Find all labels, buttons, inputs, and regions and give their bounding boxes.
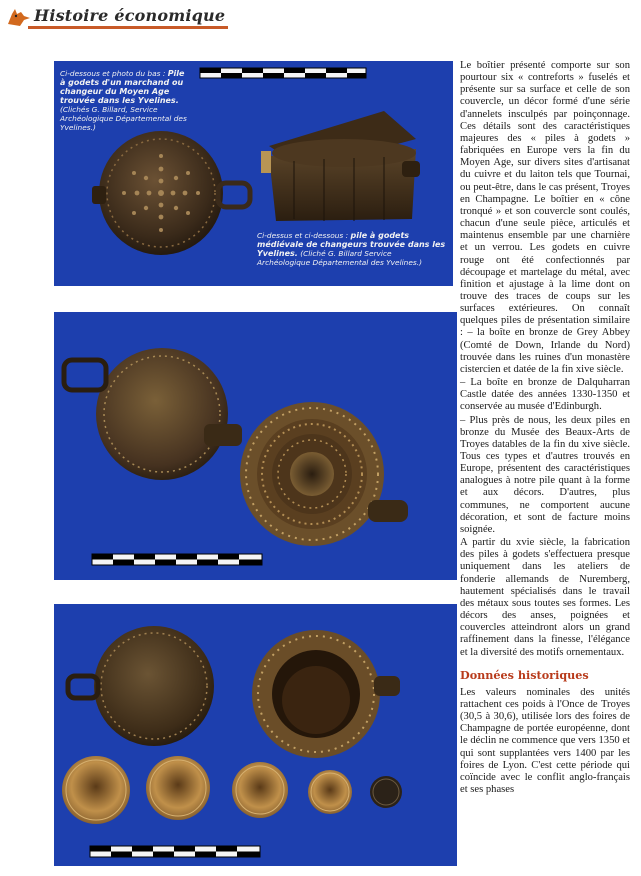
page-header (6, 4, 246, 30)
article-paragraph: Le boîtier présenté comporte sur son pourtour six « contreforts » fuselés et présente sur sa surface et celle de son couvercle, un décor formé d'une série d'annelets insculpés par poinçonnage. Ces détails sont des caractéristiques majeures des « piles à godets » fabriquées en Europe vers la fin du Moyen Age, sur divers sites d'artisanat du cuivre et du laiton tels que Tournai, ou peut-être, dans le cas présent, Troyes en Champagne. Le boîtier en « cône tronqué » et son couvercle sont coulés, chacun d'une seule pièce, articulés et maintenus ensemble par une charnière et un verrou. Les godets en cuivre rouge ont été confectionnés par découpage et martelage du métal, avec finition et ajustage à la lime dont on trouve des traces de coups sur les surfaces extérieures. On connaît quelques piles de présentation similaire : – la boîte en bronze de Grey Abbey (Comté de Down, Irlande du Nord) trouvée dans les ruines d'un monastère cistercien et datée de la fin xive siècle. (460, 60, 630, 375)
photo-artwork (54, 604, 457, 866)
section-title: Histoire économique (34, 6, 226, 25)
article-column (460, 60, 630, 797)
article-paragraph: A partir du xvie siècle, la fabrication des piles à godets s'effectuera presque uniquement dans les ateliers de fonderie allemands de Nuremberg, hautement spécialisés dans le travail des métaux sous toutes ses formes. Les décors des anses, poignées et couvercles atteindront alors un grand raffinement dans la finesse, l'élégance et la diversité des motifs ornementaux. (460, 537, 630, 658)
scale-bar (200, 68, 366, 78)
caption-left (60, 69, 192, 132)
caption-left-title: Pile à godets d'un marchand ou changeur du Moyen Age trouvée dans les Yvelines. (60, 69, 185, 105)
article-paragraph: – Plus près de nous, les deux piles en bronze du Musée des Beaux-Arts de Troyes datables de la fin du xive siècle. Tous ces types et d'autres trouvés en Europe, présentent des caractéristiques analogues à notre pile quant à la forme et aux décors. D'autres, plus communes, ne comportent aucune décoration, et sont de facture moins soignée. (460, 414, 630, 535)
caption-right-title: pile à godets médiévale de changeurs trouvée dans les Yvelines. (257, 231, 446, 258)
photo-pile-open-top-view (54, 312, 457, 580)
photo-pile-open-and-boxed (54, 61, 453, 286)
scale-bar (92, 554, 262, 565)
photo-artwork (54, 312, 457, 580)
caption-right-prefix: Ci-dessus et ci-dessous : (257, 231, 349, 240)
photo-pile-with-cups (54, 604, 457, 866)
section-heading: Données historiques (460, 667, 589, 682)
header-underline (28, 26, 228, 29)
caption-right (257, 231, 447, 267)
caption-left-credit: (Clichés G. Billard, Service Archéologique Départemental des Yvelines.) (60, 105, 187, 132)
scale-bar (90, 846, 260, 857)
article-paragraph: – La boîte en bronze de Dalquharran Castle datée des années 1330-1350 et conservée au musée d'Edinburgh. (460, 377, 630, 413)
fox-logo-icon (6, 6, 32, 28)
caption-left-prefix: Ci-dessous et photo du bas : (60, 69, 166, 78)
section-paragraph: Les valeurs nominales des unités rattachent ces poids à l'Once de Troyes (30,5 à 30,6), utilisée lors des foires de Champagne de portée européenne, dont le déclin ne commence que vers 1350 et qui sont supplantées vers 1400 par les foires de Lyon. C'est cette période qui coïncide avec le conflit anglo-français et ses phases (460, 686, 630, 796)
caption-right-credit: (Cliché G. Billard Service Archéologique Départemental des Yvelines.) (257, 249, 422, 267)
